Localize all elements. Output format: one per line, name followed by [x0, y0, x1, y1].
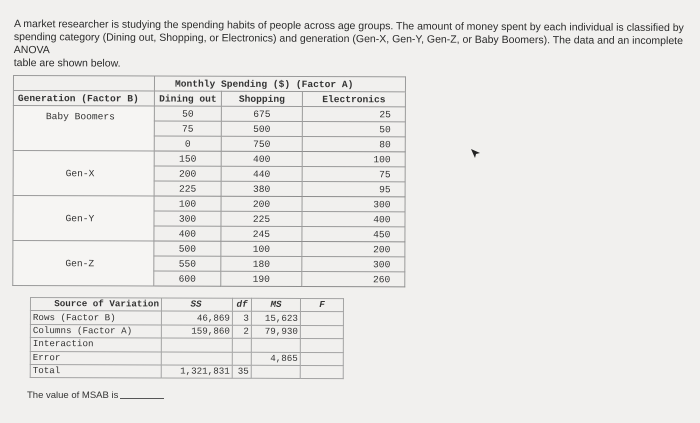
cell: 600	[154, 271, 221, 286]
anova-header-f: F	[300, 298, 343, 312]
anova-row-rows	[30, 311, 343, 325]
spending-data-table	[12, 75, 406, 287]
mouse-pointer-icon	[470, 148, 482, 160]
cell: 245	[221, 226, 302, 241]
col-header-shopping: Shopping	[221, 91, 302, 106]
anova-f	[300, 312, 343, 326]
cell: 225	[154, 181, 221, 196]
answer-blank[interactable]	[120, 398, 164, 399]
group-label-baby-boomers: Baby Boomers	[13, 106, 154, 151]
col-header-electronics: Electronics	[302, 92, 405, 107]
cell: 500	[154, 241, 221, 256]
anova-ss	[161, 352, 232, 366]
cell: 380	[221, 181, 302, 196]
anova-ms: 15,623	[251, 312, 300, 326]
anova-ss: 1,321,831	[161, 365, 232, 379]
anova-ss	[161, 338, 232, 352]
cell: 300	[154, 211, 221, 226]
anova-row-error	[30, 351, 343, 365]
anova-ss: 46,869	[161, 311, 232, 325]
anova-source: Columns (Factor A)	[30, 324, 161, 338]
cell: 440	[221, 166, 302, 181]
factor-a-title: Monthly Spending ($) (Factor A)	[154, 76, 405, 92]
cell: 25	[302, 107, 405, 122]
anova-source: Total	[30, 364, 161, 378]
cell: 180	[221, 256, 302, 271]
anova-source: Error	[30, 351, 161, 365]
cell: 100	[154, 196, 221, 211]
cell: 450	[302, 227, 405, 242]
cell: 200	[221, 196, 302, 211]
cell: 300	[302, 257, 405, 272]
anova-row-total	[30, 364, 343, 378]
group-label-gen-y: Gen-Y	[13, 196, 154, 241]
anova-df: 35	[232, 365, 251, 378]
cell: 300	[302, 197, 405, 212]
cell: 400	[154, 226, 221, 241]
cell: 200	[154, 166, 221, 181]
anova-header-df: df	[232, 298, 251, 311]
anova-ms	[251, 338, 300, 352]
question-text: The value of MSAB is	[27, 390, 119, 401]
cell: 80	[302, 137, 405, 152]
group-label-gen-x: Gen-X	[13, 151, 154, 196]
cell: 150	[154, 151, 221, 166]
anova-header-ss: SS	[161, 298, 232, 312]
problem-line-3: table are shown below.	[13, 56, 121, 70]
cell: 50	[154, 106, 221, 121]
anova-df	[232, 338, 251, 351]
cell: 750	[221, 136, 302, 151]
cell: 75	[154, 121, 221, 136]
anova-header-ms: MS	[251, 298, 300, 312]
anova-f	[300, 365, 343, 379]
anova-ms	[251, 365, 300, 379]
cell: 50	[302, 122, 405, 137]
anova-table	[30, 297, 344, 379]
cell: 0	[154, 136, 221, 151]
anova-f	[300, 352, 343, 366]
cell: 190	[221, 271, 302, 286]
cell: 400	[302, 212, 405, 227]
cell: 95	[302, 182, 405, 197]
cell: 75	[302, 167, 405, 182]
cell: 100	[221, 241, 302, 256]
anova-ms: 79,930	[251, 325, 300, 339]
cell: 200	[302, 242, 405, 257]
anova-row-interaction	[30, 338, 343, 352]
anova-ss: 159,860	[161, 325, 232, 339]
anova-ms: 4,865	[251, 352, 300, 366]
anova-df	[232, 352, 251, 365]
problem-line-1: A market researcher is studying the spending habits of people across age groups. The amount of money spent by each individual is classified by	[13, 18, 684, 35]
cell: 260	[302, 272, 405, 287]
factor-b-header: Generation (Factor B)	[13, 91, 154, 106]
anova-header-source: Source of Variation	[30, 298, 161, 312]
cell: 225	[221, 211, 302, 226]
anova-f	[300, 325, 343, 339]
group-label-gen-z: Gen-Z	[13, 241, 154, 286]
col-header-dining: Dining out	[154, 91, 221, 106]
cell: 100	[302, 152, 405, 167]
anova-df: 3	[232, 312, 251, 325]
anova-df: 2	[232, 325, 251, 338]
question	[27, 390, 164, 401]
anova-f	[300, 339, 343, 353]
cell: 675	[221, 106, 302, 121]
cell: 550	[154, 256, 221, 271]
anova-source: Rows (Factor B)	[30, 311, 161, 325]
problem-statement	[14, 18, 686, 74]
anova-row-columns	[30, 324, 343, 338]
anova-source: Interaction	[30, 338, 161, 352]
problem-line-2: spending category (Dining out, Shopping, or Electronics) and generation (Gen-X, Gen-Y, Gen-Z, or Baby Boomers). The data and an incomplete ANOVA	[13, 30, 683, 57]
cell: 500	[221, 121, 302, 136]
cell: 400	[221, 151, 302, 166]
